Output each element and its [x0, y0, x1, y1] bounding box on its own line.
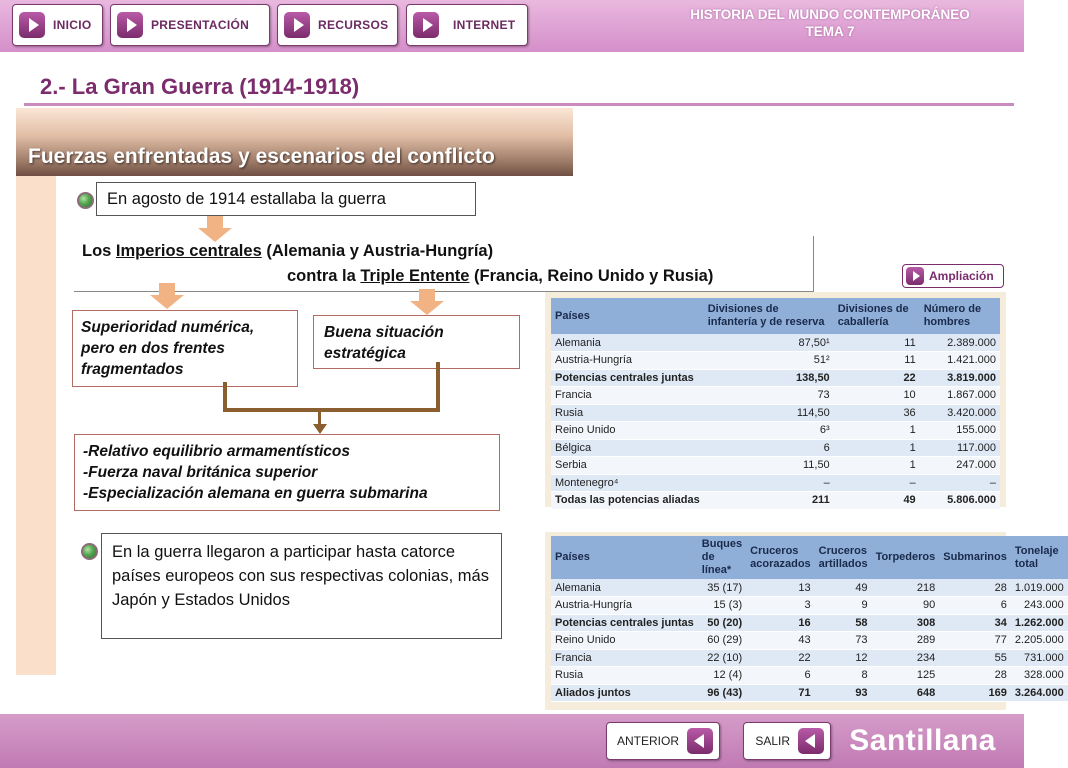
- play-icon: [906, 267, 924, 285]
- country-cell: Reino Unido: [551, 422, 704, 440]
- country-cell: Francia: [551, 649, 698, 667]
- value-cell: 87,50¹: [704, 334, 834, 352]
- value-cell: 1.867.000: [920, 387, 1000, 405]
- value-cell: 11: [834, 352, 920, 370]
- country-cell: Rusia: [551, 667, 698, 685]
- value-cell: 12 (4): [698, 667, 746, 685]
- central-powers-box: [72, 310, 298, 387]
- value-cell: –: [704, 474, 834, 492]
- title-divider: [24, 103, 1014, 106]
- table-row: [551, 492, 1000, 510]
- value-cell: 13: [746, 579, 815, 597]
- column-header: Divisiones de caballería: [834, 298, 920, 334]
- value-cell: 55: [939, 649, 1011, 667]
- war-start-text: En agosto de 1914 estallaba la guerra: [107, 190, 386, 208]
- value-cell: 3.420.000: [920, 404, 1000, 422]
- value-cell: 1: [834, 422, 920, 440]
- table-row: [551, 422, 1000, 440]
- country-cell: Alemania: [551, 579, 698, 597]
- value-cell: 11,50: [704, 457, 834, 475]
- value-cell: 43: [746, 632, 815, 650]
- column-header: Buques de línea*: [698, 536, 746, 579]
- page-title: 2.- La Gran Guerra (1914-1918): [40, 74, 360, 99]
- value-cell: 247.000: [920, 457, 1000, 475]
- play-icon: [284, 12, 310, 38]
- column-header: Torpederos: [872, 536, 940, 579]
- value-cell: 8: [815, 667, 872, 685]
- value-cell: 9: [815, 597, 872, 615]
- box-line: Superioridad numérica,: [81, 319, 255, 336]
- value-cell: 6: [746, 667, 815, 685]
- table-row: [551, 614, 1068, 632]
- value-cell: 3.819.000: [920, 369, 1000, 387]
- country-cell: Aliados juntos: [551, 684, 698, 702]
- nav-label: INTERNET: [453, 18, 516, 32]
- table-header-row: [551, 298, 1000, 334]
- value-cell: 60 (29): [698, 632, 746, 650]
- statement-prefix: contra la: [287, 267, 361, 285]
- back-arrow-icon: [798, 728, 824, 754]
- subject-name: HISTORIA DEL MUNDO CONTEMPORÁNEO: [690, 7, 970, 22]
- value-cell: 6³: [704, 422, 834, 440]
- arrow-down-icon: [410, 289, 444, 315]
- value-cell: 6: [704, 439, 834, 457]
- value-cell: 15 (3): [698, 597, 746, 615]
- value-cell: 3.264.000: [1011, 684, 1068, 702]
- country-cell: Serbia: [551, 457, 704, 475]
- value-cell: 22: [834, 369, 920, 387]
- nav-label: PRESENTACIÓN: [151, 18, 250, 32]
- nav-label: RECURSOS: [318, 18, 389, 32]
- value-cell: 211: [704, 492, 834, 510]
- value-cell: 50 (20): [698, 614, 746, 632]
- nav-recursos-button[interactable]: [277, 4, 398, 46]
- value-cell: 1.019.000: [1011, 579, 1068, 597]
- box-line: -Especialización alemana en guerra submarina: [83, 485, 428, 502]
- value-cell: 49: [815, 579, 872, 597]
- value-cell: 93: [815, 684, 872, 702]
- value-cell: 3: [746, 597, 815, 615]
- statement-suffix: (Alemania y Austria-Hungría): [261, 242, 494, 260]
- value-cell: 125: [872, 667, 940, 685]
- column-header: Países: [551, 536, 698, 579]
- exit-label: SALIR: [755, 734, 790, 748]
- value-cell: 308: [872, 614, 940, 632]
- left-strip: [16, 176, 56, 675]
- table-row: [551, 684, 1068, 702]
- value-cell: 77: [939, 632, 1011, 650]
- value-cell: 117.000: [920, 439, 1000, 457]
- play-icon: [117, 12, 143, 38]
- column-header: Tonelaje total: [1011, 536, 1068, 579]
- participants-text: En la guerra llegaron a participar hasta catorce países europeos con sus respectivas colonias, más Japón y Estados Unidos: [112, 543, 489, 609]
- box-line: pero en dos frentes: [81, 340, 225, 357]
- column-header: Países: [551, 298, 704, 334]
- box-line: estratégica: [324, 345, 406, 362]
- box-line: Buena situación: [324, 324, 444, 341]
- nav-presentacion-button[interactable]: [110, 4, 270, 46]
- table-row: [551, 352, 1000, 370]
- arrow-down-icon: [198, 216, 232, 242]
- value-cell: 90: [872, 597, 940, 615]
- navy-table: [551, 536, 1068, 702]
- country-cell: Alemania: [551, 334, 704, 352]
- bullet-icon: [77, 192, 94, 209]
- section-header: [16, 108, 573, 176]
- bullet-icon: [81, 543, 98, 560]
- nav-internet-button[interactable]: [406, 4, 528, 46]
- country-cell: Potencias centrales juntas: [551, 369, 704, 387]
- value-cell: 2.389.000: [920, 334, 1000, 352]
- connector-line: [223, 408, 440, 412]
- play-icon: [19, 12, 45, 38]
- participants-box: [101, 533, 502, 639]
- country-cell: Francia: [551, 387, 704, 405]
- value-cell: 49: [834, 492, 920, 510]
- table-row: [551, 474, 1000, 492]
- country-cell: Montenegro⁴: [551, 474, 704, 492]
- previous-label: ANTERIOR: [616, 734, 679, 748]
- value-cell: 96 (43): [698, 684, 746, 702]
- value-cell: 155.000: [920, 422, 1000, 440]
- value-cell: 289: [872, 632, 940, 650]
- column-header: Cruceros acorazados: [746, 536, 815, 579]
- nav-label: INICIO: [53, 18, 92, 32]
- army-table-panel: [545, 292, 1006, 507]
- divider-line: [813, 236, 814, 292]
- ampliacion-label: Ampliación: [929, 269, 994, 283]
- value-cell: 28: [939, 579, 1011, 597]
- value-cell: 114,50: [704, 404, 834, 422]
- war-start-box: [96, 182, 476, 216]
- value-cell: 1: [834, 457, 920, 475]
- value-cell: 10: [834, 387, 920, 405]
- army-table: [551, 298, 1000, 510]
- value-cell: –: [834, 474, 920, 492]
- table-row: [551, 649, 1068, 667]
- table-header-row: [551, 536, 1068, 579]
- table-row: [551, 579, 1068, 597]
- triple-entente-link[interactable]: Triple Entente: [360, 267, 470, 285]
- ampliacion-button[interactable]: [902, 264, 1004, 288]
- table-row: [551, 439, 1000, 457]
- value-cell: 11: [834, 334, 920, 352]
- value-cell: –: [920, 474, 1000, 492]
- value-cell: 22: [746, 649, 815, 667]
- arrow-down-icon: [313, 424, 327, 434]
- nav-inicio-button[interactable]: [12, 4, 103, 46]
- box-line: -Fuerza naval británica superior: [83, 464, 318, 481]
- value-cell: 1: [834, 439, 920, 457]
- value-cell: 328.000: [1011, 667, 1068, 685]
- value-cell: 731.000: [1011, 649, 1068, 667]
- country-cell: Bélgica: [551, 439, 704, 457]
- value-cell: 51²: [704, 352, 834, 370]
- country-cell: Austria-Hungría: [551, 352, 704, 370]
- statement-line-2: [287, 267, 713, 286]
- value-cell: 234: [872, 649, 940, 667]
- subject-title: [650, 6, 1010, 40]
- exit-button[interactable]: [743, 722, 831, 760]
- back-arrow-icon: [687, 728, 713, 754]
- statement-prefix: Los: [82, 242, 116, 260]
- column-header: Divisiones de infantería y de reserva: [704, 298, 834, 334]
- statement-suffix: (Francia, Reino Unido y Rusia): [469, 267, 714, 285]
- column-header: Cruceros artillados: [815, 536, 872, 579]
- navy-table-panel: [545, 532, 1064, 710]
- table-row: [551, 369, 1000, 387]
- value-cell: 28: [939, 667, 1011, 685]
- value-cell: 5.806.000: [920, 492, 1000, 510]
- balance-box: [74, 434, 500, 511]
- table-row: [551, 667, 1068, 685]
- value-cell: 1.262.000: [1011, 614, 1068, 632]
- arrow-down-icon: [150, 283, 184, 309]
- play-icon: [413, 12, 439, 38]
- section-title: Fuerzas enfrentadas y escenarios del conflicto: [28, 145, 495, 168]
- imperios-centrales-link[interactable]: Imperios centrales: [115, 242, 262, 260]
- value-cell: 12: [815, 649, 872, 667]
- box-line: -Relativo equilibrio armamentísticos: [83, 443, 351, 460]
- value-cell: 2.205.000: [1011, 632, 1068, 650]
- box-line: fragmentados: [81, 361, 184, 378]
- previous-button[interactable]: [606, 722, 720, 760]
- value-cell: 22 (10): [698, 649, 746, 667]
- value-cell: 73: [704, 387, 834, 405]
- santillana-logo: Santillana: [849, 724, 996, 757]
- value-cell: 35 (17): [698, 579, 746, 597]
- value-cell: 36: [834, 404, 920, 422]
- value-cell: 34: [939, 614, 1011, 632]
- value-cell: 648: [872, 684, 940, 702]
- value-cell: 73: [815, 632, 872, 650]
- entente-box: [313, 315, 520, 369]
- table-row: [551, 632, 1068, 650]
- value-cell: 1.421.000: [920, 352, 1000, 370]
- country-cell: Reino Unido: [551, 632, 698, 650]
- table-row: [551, 387, 1000, 405]
- value-cell: 169: [939, 684, 1011, 702]
- country-cell: Austria-Hungría: [551, 597, 698, 615]
- table-row: [551, 334, 1000, 352]
- value-cell: 58: [815, 614, 872, 632]
- value-cell: 71: [746, 684, 815, 702]
- country-cell: Potencias centrales juntas: [551, 614, 698, 632]
- value-cell: 6: [939, 597, 1011, 615]
- statement-line-1: [82, 242, 493, 261]
- table-row: [551, 404, 1000, 422]
- value-cell: 138,50: [704, 369, 834, 387]
- column-header: Número de hombres: [920, 298, 1000, 334]
- column-header: Submarinos: [939, 536, 1011, 579]
- country-cell: Rusia: [551, 404, 704, 422]
- table-row: [551, 457, 1000, 475]
- country-cell: Todas las potencias aliadas: [551, 492, 704, 510]
- table-row: [551, 597, 1068, 615]
- connector-line: [436, 362, 440, 412]
- value-cell: 218: [872, 579, 940, 597]
- value-cell: 16: [746, 614, 815, 632]
- value-cell: 243.000: [1011, 597, 1068, 615]
- unit-name: TEMA 7: [805, 24, 855, 39]
